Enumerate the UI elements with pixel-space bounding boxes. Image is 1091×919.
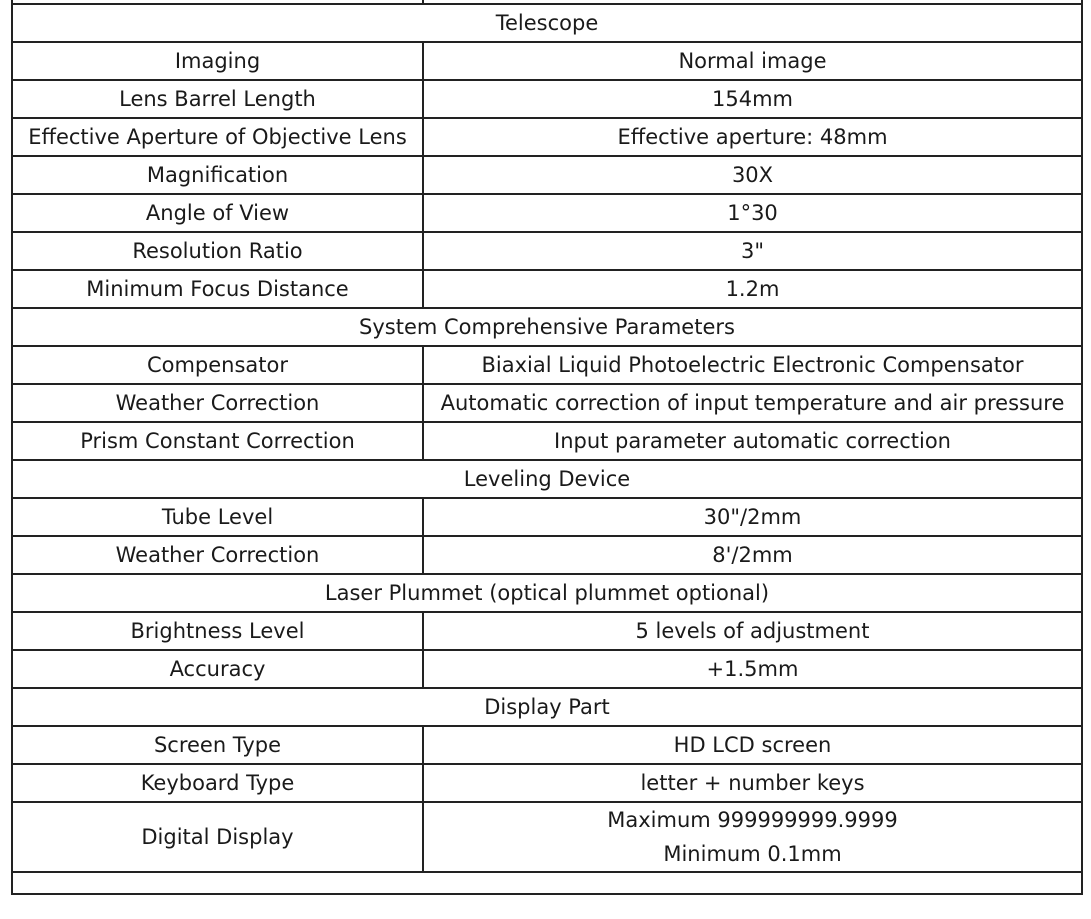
table-row [12,536,1082,574]
table-row [12,156,1082,194]
table-row [12,498,1082,536]
spec-label: Imaging [12,42,423,80]
spec-value: 154mm [423,80,1082,118]
spec-label: Weather Correction [12,536,423,574]
spec-label: Minimum Focus Distance [12,270,423,308]
section-header-row [12,688,1082,726]
spec-value: 30"/2mm [423,498,1082,536]
spec-label: Compensator [12,346,423,384]
spec-label: Tube Level [12,498,423,536]
table-row [12,42,1082,80]
section-title-telescope: Telescope [12,4,1082,42]
section-header-row [12,4,1082,42]
table-row-cut-off [12,872,1082,894]
table-row [12,726,1082,764]
spec-value: Biaxial Liquid Photoelectric Electronic Compensator [423,346,1082,384]
section-header-row [12,308,1082,346]
table-row [12,270,1082,308]
table-row [12,650,1082,688]
table-row [12,194,1082,232]
spec-label: Digital Display [12,802,423,872]
spec-value: Automatic correction of input temperature and air pressure [423,384,1082,422]
spec-value: Normal image [423,42,1082,80]
spec-label: Accuracy [12,650,423,688]
table-row [12,80,1082,118]
table-row [12,346,1082,384]
table-row [12,232,1082,270]
spec-value: 3" [423,232,1082,270]
section-header-row [12,460,1082,498]
table-row [12,118,1082,156]
spec-label: Weather Correction [12,384,423,422]
section-title-display-part: Display Part [12,688,1082,726]
spec-label: Lens Barrel Length [12,80,423,118]
spec-value: Input parameter automatic correction [423,422,1082,460]
section-title-system-parameters: System Comprehensive Parameters [12,308,1082,346]
spec-value: Effective aperture: 48mm [423,118,1082,156]
spec-value: 1.2m [423,270,1082,308]
cut-off-cell [12,872,1082,894]
spec-label: Keyboard Type [12,764,423,802]
spec-label: Screen Type [12,726,423,764]
table-row [12,422,1082,460]
spec-value: letter + number keys [423,764,1082,802]
digital-display-maximum: Maximum 999999999.9999 [607,808,898,832]
spec-label: Brightness Level [12,612,423,650]
spec-value-multiline [423,802,1082,872]
specification-table [11,0,1083,895]
spec-label: Angle of View [12,194,423,232]
spec-label: Resolution Ratio [12,232,423,270]
table-row [12,384,1082,422]
spec-label: Effective Aperture of Objective Lens [12,118,423,156]
digital-display-minimum: Minimum 0.1mm [663,842,842,866]
spec-label: Prism Constant Correction [12,422,423,460]
spec-value: 5 levels of adjustment [423,612,1082,650]
spec-label: Magnification [12,156,423,194]
section-header-row [12,574,1082,612]
table-row [12,612,1082,650]
table-row [12,764,1082,802]
table-row [12,802,1082,872]
spec-value: HD LCD screen [423,726,1082,764]
section-title-leveling-device: Leveling Device [12,460,1082,498]
section-title-laser-plummet: Laser Plummet (optical plummet optional) [12,574,1082,612]
spec-value: 8'/2mm [423,536,1082,574]
spec-value: 1°30 [423,194,1082,232]
spec-value: +1.5mm [423,650,1082,688]
spec-value: 30X [423,156,1082,194]
